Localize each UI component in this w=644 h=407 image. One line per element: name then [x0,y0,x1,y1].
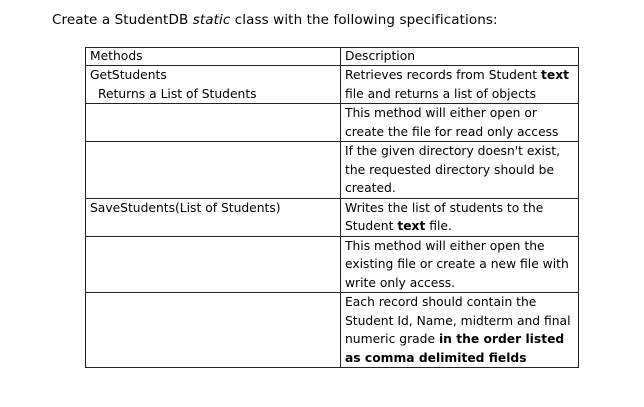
description-bold-text: in the order listed as comma delimited fields [345,332,565,365]
method-return-note: Returns a List of Students [98,86,257,101]
table-row [86,293,579,368]
description-cell: This method will either open the existing file or create a new file with write only access. [341,236,579,293]
page-heading [52,12,498,28]
description-cell: If the given directory doesn't exist, the requested directory should be created. [341,142,579,199]
table-row [86,236,579,293]
description-text: Each record should contain the Student Id, Name, midterm and final numeric grade [345,295,571,346]
heading-static-keyword: static [192,12,231,28]
description-text: Writes the list of students to the Student [345,200,544,233]
description-text: file. [425,219,452,233]
heading-text-start: Create a StudentDB [52,12,193,28]
method-cell [86,142,341,199]
description-cell [341,293,579,368]
description-bold-text: text [541,68,570,82]
method-cell [86,66,341,104]
description-text: file and returns a list of objects [345,86,537,101]
method-name: GetStudents [90,68,167,82]
description-bold-text: text [397,219,426,233]
table-row [86,198,579,236]
description-cell [341,198,579,236]
description-text: Retrieves records from Student [345,68,542,82]
description-cell [341,66,579,104]
method-cell [86,104,341,142]
table-row [86,66,579,104]
description-cell: This method will either open or create the file for read only access [341,104,579,142]
method-cell [86,236,341,293]
table-header-row [86,48,579,66]
header-description: Description [341,48,579,66]
table-row [86,104,579,142]
specification-table [85,47,579,368]
method-cell [86,293,341,368]
header-methods: Methods [86,48,341,66]
heading-text-end: class with the following specifications: [230,12,498,28]
method-cell: SaveStudents(List of Students) [86,198,341,236]
table-row [86,142,579,199]
